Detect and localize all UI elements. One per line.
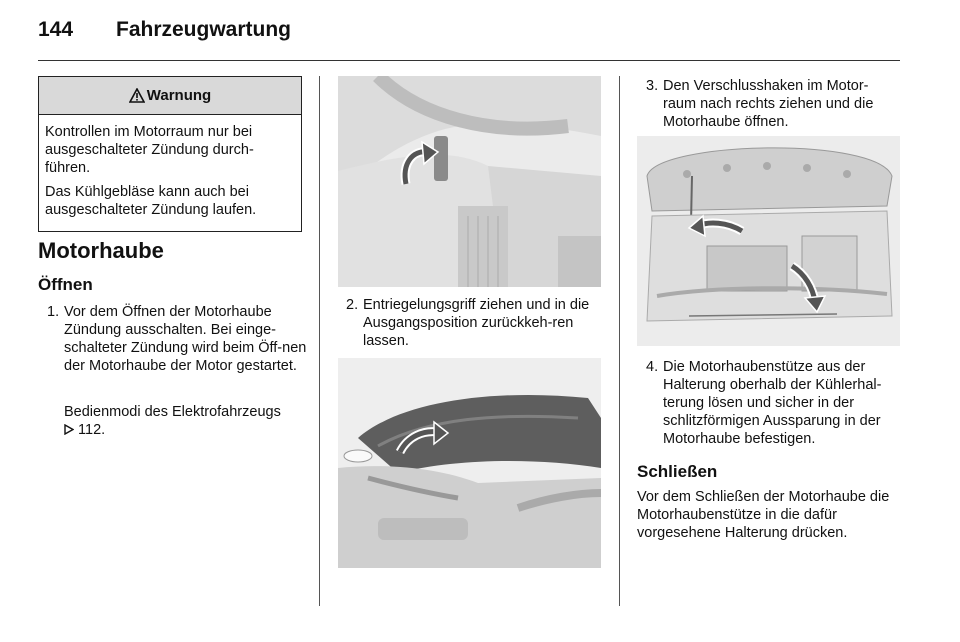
reference-text: Bedienmodi des Elektrofahrzeugs <box>64 404 281 420</box>
step-text: Die Motorhaubenstütze aus der Halterung oberhalb der Kühlerhal-terung lösen und sicher in der schlitzförmigen Aussparung in der Motorhaube befestigen. <box>663 359 882 447</box>
warning-body <box>39 115 301 231</box>
step-3 <box>646 77 900 131</box>
reference-page: 112. <box>78 422 106 438</box>
column-divider-2 <box>619 76 620 606</box>
page-title: Fahrzeugwartung <box>116 18 292 41</box>
open-heading: Öffnen <box>38 275 93 294</box>
page-header <box>38 18 291 42</box>
step-2 <box>346 296 601 350</box>
step-text: Entriegelungsgriff ziehen und in die Ausgangsposition zurückkeh-ren lassen. <box>363 297 590 349</box>
column-divider-1 <box>319 76 320 606</box>
warning-triangle-icon <box>129 88 145 103</box>
figure-hood-latch <box>338 358 601 568</box>
step-text: Den Verschlusshaken im Motor-raum nach rechts ziehen und die Motorhaube öffnen. <box>663 78 874 130</box>
step-number: 4. <box>646 359 659 375</box>
section-title: Motorhaube <box>38 238 164 263</box>
step-number: 2. <box>346 297 359 313</box>
warning-title: Warnung <box>146 87 212 104</box>
page-number: 144 <box>38 18 74 41</box>
step-text: Vor dem Öffnen der Motorhaube Zündung ausschalten. Bei einge-schalteter Zündung wird beim Öff-nen der Motorhaube der Motor gestartet. <box>64 304 307 374</box>
reference-arrow-icon <box>64 424 74 435</box>
figure-engine-bay <box>637 136 900 346</box>
step-number: 3. <box>646 78 659 94</box>
header-rule <box>38 60 900 61</box>
figure-release-handle <box>338 76 601 287</box>
warning-paragraph: Kontrollen im Motorraum nur bei ausgeschalteter Zündung durch-führen. <box>45 124 254 176</box>
step-4 <box>646 358 900 448</box>
step-1 <box>47 303 309 375</box>
close-text: Vor dem Schließen der Motorhaube die Motorhaubenstütze in die dafür vorgesehene Halterung drücken. <box>637 489 890 541</box>
step-number: 1. <box>47 304 60 320</box>
warning-header <box>39 77 301 115</box>
warning-paragraph: Das Kühlgebläse kann auch bei ausgeschalteter Zündung laufen. <box>45 184 257 218</box>
warning-box <box>38 76 302 232</box>
close-heading: Schließen <box>637 462 718 481</box>
mode-reference <box>64 403 309 439</box>
